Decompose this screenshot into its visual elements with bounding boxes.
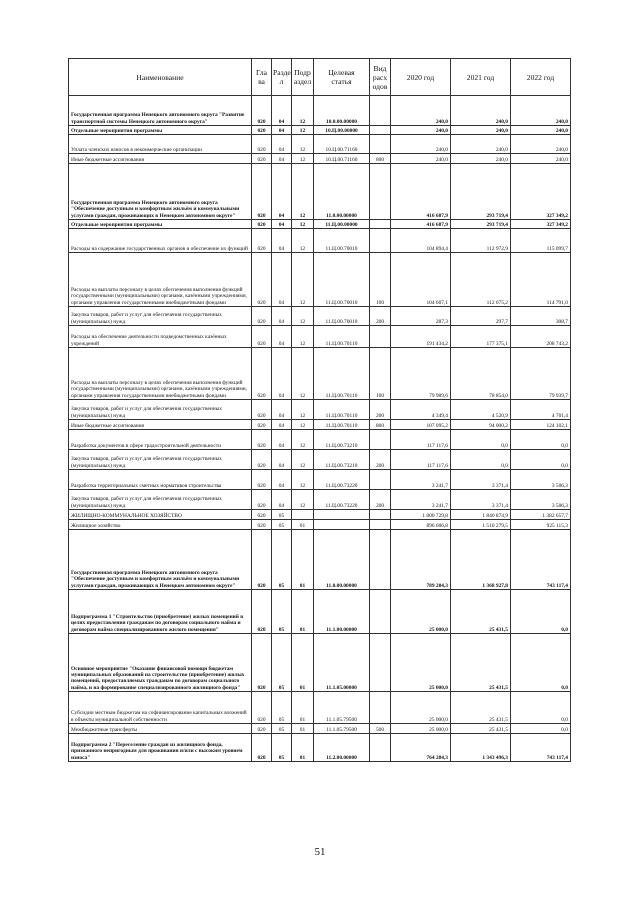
cell-2021: 78 854,0 bbox=[451, 348, 511, 400]
table-row bbox=[69, 490, 571, 510]
cell-subsection: 12 bbox=[292, 307, 314, 326]
cell-subsection: 12 bbox=[292, 326, 314, 348]
cell-2022: 0,0 bbox=[511, 590, 571, 634]
cell-2022: 743 117,4 bbox=[511, 734, 571, 762]
cell-chapter: 020 bbox=[252, 220, 272, 229]
cell-chapter: 020 bbox=[252, 490, 272, 510]
cell-2020: 25 000,0 bbox=[391, 590, 451, 634]
cell-target: 10.Ц.00.00000 bbox=[314, 126, 370, 135]
table-row bbox=[69, 734, 571, 762]
cell-2021: 112 972,9 bbox=[451, 229, 511, 253]
cell-chapter: 020 bbox=[252, 430, 272, 450]
cell-2021: 25 431,5 bbox=[451, 692, 511, 724]
col-header-2022 bbox=[511, 59, 571, 96]
table-row bbox=[69, 348, 571, 400]
cell-2020: 117 117,6 bbox=[391, 450, 451, 470]
cell-2022: 79 939,7 bbox=[511, 348, 571, 400]
cell-2020: 240,0 bbox=[391, 135, 451, 154]
cell-2020: 79 989,6 bbox=[391, 348, 451, 400]
cell-subsection: 12 bbox=[292, 154, 314, 164]
cell-subsection: 12 bbox=[292, 253, 314, 307]
cell-name: Отдельные мероприятия программы bbox=[69, 220, 252, 229]
cell-2022: 0,0 bbox=[511, 692, 571, 724]
cell-target: 11.Ц.00.00000 bbox=[314, 220, 370, 229]
budget-document bbox=[68, 58, 570, 762]
cell-2021: 3 371,4 bbox=[451, 470, 511, 490]
table-row bbox=[69, 430, 571, 450]
header-text: Вид bbox=[373, 63, 387, 73]
cell-chapter: 020 bbox=[252, 724, 272, 734]
cell-2020: 3 241,7 bbox=[391, 490, 451, 510]
cell-name: Расходы на выплаты персоналу в целях обеспечения выполнения функций государственными (муниципальными) органами, казёнными учреждениями, органами управления государственными внебюджетными фондами bbox=[69, 253, 252, 307]
cell-target: 10.0.00.00000 bbox=[314, 96, 370, 126]
cell-2020: 896 606,8 bbox=[391, 520, 451, 530]
cell-expense-type bbox=[370, 590, 391, 634]
cell-target: 10.Ц.00.71160 bbox=[314, 135, 370, 154]
cell-2022: 124 102,1 bbox=[511, 420, 571, 430]
cell-section: 04 bbox=[272, 135, 292, 154]
cell-target: 11.Ц.00.70010 bbox=[314, 229, 370, 253]
cell-expense-type: 100 bbox=[370, 348, 391, 400]
cell-target: 11.Ц.00.73220 bbox=[314, 490, 370, 510]
cell-target: 11.Ц.00.73220 bbox=[314, 470, 370, 490]
cell-target: 10.Ц.00.71160 bbox=[314, 154, 370, 164]
cell-2020: 416 687,9 bbox=[391, 164, 451, 220]
cell-section: 05 bbox=[272, 724, 292, 734]
table-row bbox=[69, 253, 571, 307]
cell-expense-type bbox=[370, 692, 391, 724]
cell-section: 05 bbox=[272, 530, 292, 590]
cell-target: 11.Ц.00.73210 bbox=[314, 430, 370, 450]
cell-chapter: 020 bbox=[252, 164, 272, 220]
cell-subsection: 01 bbox=[292, 634, 314, 692]
header-text: Наименование bbox=[136, 72, 184, 82]
cell-2020: 240,0 bbox=[391, 154, 451, 164]
cell-expense-type bbox=[370, 634, 391, 692]
cell-2022: 0,0 bbox=[511, 724, 571, 734]
table-row bbox=[69, 510, 571, 520]
cell-subsection: 12 bbox=[292, 96, 314, 126]
cell-2021: 0,0 bbox=[451, 430, 511, 450]
cell-chapter: 020 bbox=[252, 450, 272, 470]
cell-2022: 240,0 bbox=[511, 135, 571, 154]
cell-2022: 0,0 bbox=[511, 634, 571, 692]
table-row bbox=[69, 420, 571, 430]
table-body bbox=[69, 96, 571, 762]
cell-2022: 743 117,4 bbox=[511, 530, 571, 590]
cell-expense-type: 800 bbox=[370, 154, 391, 164]
header-text: расх bbox=[372, 72, 388, 82]
cell-expense-type bbox=[370, 96, 391, 126]
cell-chapter: 020 bbox=[252, 307, 272, 326]
cell-subsection: 12 bbox=[292, 400, 314, 420]
cell-2022: 4 701,4 bbox=[511, 400, 571, 420]
cell-expense-type bbox=[370, 734, 391, 762]
header-text: л bbox=[279, 77, 284, 86]
cell-chapter: 020 bbox=[252, 420, 272, 430]
cell-subsection: 12 bbox=[292, 348, 314, 400]
cell-subsection: 12 bbox=[292, 430, 314, 450]
table-row bbox=[69, 634, 571, 692]
cell-2020: 191 434,2 bbox=[391, 326, 451, 348]
cell-name: Расходы на содержание государственных органов и обеспечение их функций bbox=[69, 229, 252, 253]
cell-name: Расходы на обеспечение деятельности подведомственных казённых учреждений bbox=[69, 326, 252, 348]
cell-target: 11.0.00.00000 bbox=[314, 164, 370, 220]
cell-target: 11.0.00.00000 bbox=[314, 530, 370, 590]
cell-chapter: 020 bbox=[252, 510, 272, 520]
col-header-subsection bbox=[292, 59, 314, 96]
header-text: одов bbox=[372, 81, 388, 91]
cell-chapter: 020 bbox=[252, 520, 272, 530]
cell-target: 11.1.05.00000 bbox=[314, 634, 370, 692]
cell-name: Государственная программа Ненецкого автономного округа "Обеспечение доступным и комфортным жильём и коммунальными услугами граждан, проживающих в Ненецком автономном округе" bbox=[69, 530, 252, 590]
cell-subsection: 12 bbox=[292, 126, 314, 135]
cell-chapter: 020 bbox=[252, 126, 272, 135]
cell-expense-type bbox=[370, 164, 391, 220]
cell-chapter: 020 bbox=[252, 734, 272, 762]
cell-2020: 4 349,4 bbox=[391, 400, 451, 420]
cell-2021: 1 368 927,8 bbox=[451, 530, 511, 590]
cell-target: 11.1.00.00000 bbox=[314, 590, 370, 634]
cell-section: 05 bbox=[272, 634, 292, 692]
cell-chapter: 020 bbox=[252, 590, 272, 634]
cell-target: 11.Ц.00.70110 bbox=[314, 420, 370, 430]
cell-name: Жилищное хозяйство bbox=[69, 520, 252, 530]
cell-2021: 177 375,1 bbox=[451, 326, 511, 348]
cell-expense-type: 800 bbox=[370, 420, 391, 430]
cell-2021: 3 371,4 bbox=[451, 490, 511, 510]
cell-section: 04 bbox=[272, 450, 292, 470]
cell-expense-type bbox=[370, 430, 391, 450]
header-text: аздел bbox=[293, 77, 312, 86]
cell-expense-type: 200 bbox=[370, 307, 391, 326]
cell-subsection: 12 bbox=[292, 490, 314, 510]
cell-2021: 240,0 bbox=[451, 154, 511, 164]
cell-2021: 1 343 496,3 bbox=[451, 734, 511, 762]
cell-name: Уплата членских взносов в некоммерческие организации bbox=[69, 135, 252, 154]
cell-section: 04 bbox=[272, 348, 292, 400]
cell-section: 04 bbox=[272, 430, 292, 450]
cell-subsection: 12 bbox=[292, 229, 314, 253]
cell-chapter: 020 bbox=[252, 634, 272, 692]
cell-2021: 94 000,2 bbox=[451, 420, 511, 430]
table-row bbox=[69, 220, 571, 229]
cell-name: Субсидии местным бюджетам на софинансирование капитальных вложений в объекты муниципальной собственности bbox=[69, 692, 252, 724]
cell-target: 11.Ц.00.73210 bbox=[314, 450, 370, 470]
cell-expense-type bbox=[370, 520, 391, 530]
cell-2022: 240,0 bbox=[511, 126, 571, 135]
col-header-2021 bbox=[451, 59, 511, 96]
cell-2020: 240,0 bbox=[391, 126, 451, 135]
cell-target bbox=[314, 520, 370, 530]
cell-2022: 1 382 657,7 bbox=[511, 510, 571, 520]
cell-2022: 0,0 bbox=[511, 430, 571, 450]
cell-section: 04 bbox=[272, 490, 292, 510]
cell-section: 04 bbox=[272, 154, 292, 164]
header-text: Подр bbox=[294, 68, 311, 77]
cell-subsection bbox=[292, 510, 314, 520]
cell-2022: 3 506,3 bbox=[511, 490, 571, 510]
cell-2022: 327 349,2 bbox=[511, 220, 571, 229]
cell-subsection: 12 bbox=[292, 470, 314, 490]
cell-expense-type: 200 bbox=[370, 400, 391, 420]
table-row bbox=[69, 96, 571, 126]
cell-2021: 4 520,9 bbox=[451, 400, 511, 420]
cell-2022: 115 099,7 bbox=[511, 229, 571, 253]
cell-name: Подпрограмма 1 "Строительство (приобретение) жилых помещений в целях предоставления гражданам по договорам социального найма и договорам найма специализированного жилого помещения" bbox=[69, 590, 252, 634]
cell-subsection: 12 bbox=[292, 420, 314, 430]
cell-2022: 240,0 bbox=[511, 96, 571, 126]
cell-expense-type bbox=[370, 530, 391, 590]
cell-2021: 25 431,5 bbox=[451, 590, 511, 634]
cell-chapter: 020 bbox=[252, 470, 272, 490]
cell-2021: 25 431,5 bbox=[451, 634, 511, 692]
cell-2021: 0,0 bbox=[451, 450, 511, 470]
cell-2022: 327 349,2 bbox=[511, 164, 571, 220]
cell-2021: 240,0 bbox=[451, 96, 511, 126]
cell-section: 04 bbox=[272, 400, 292, 420]
cell-2020: 25 000,0 bbox=[391, 634, 451, 692]
cell-subsection: 12 bbox=[292, 220, 314, 229]
table-row bbox=[69, 590, 571, 634]
cell-section: 04 bbox=[272, 220, 292, 229]
cell-name: Иные бюджетные ассигнования bbox=[69, 154, 252, 164]
header-text: статья bbox=[331, 77, 352, 86]
table-row bbox=[69, 154, 571, 164]
cell-section: 05 bbox=[272, 692, 292, 724]
col-header-2020 bbox=[391, 59, 451, 96]
table-row bbox=[69, 520, 571, 530]
page-number: 51 bbox=[314, 846, 326, 858]
cell-name: Государственная программа Ненецкого автономного округа "Развитие транспортной системы Ненецкого автономного округа" bbox=[69, 96, 252, 126]
cell-name: Государственная программа Ненецкого автономного округа "Обеспечение доступным и комфортным жильём и коммунальными услугами граждан, проживающих в Ненецком автономном округе" bbox=[69, 164, 252, 220]
cell-subsection: 01 bbox=[292, 590, 314, 634]
table-row bbox=[69, 724, 571, 734]
table-row bbox=[69, 692, 571, 724]
cell-name: Разработка территориальных сметных нормативов строительства bbox=[69, 470, 252, 490]
cell-2020: 416 687,9 bbox=[391, 220, 451, 229]
cell-chapter: 020 bbox=[252, 253, 272, 307]
cell-expense-type bbox=[370, 126, 391, 135]
cell-2021: 1 840 874,9 bbox=[451, 510, 511, 520]
cell-2022: 308,7 bbox=[511, 307, 571, 326]
cell-2020: 104 894,4 bbox=[391, 229, 451, 253]
cell-2020: 287,3 bbox=[391, 307, 451, 326]
cell-subsection: 12 bbox=[292, 450, 314, 470]
cell-2020: 240,0 bbox=[391, 96, 451, 126]
header-text: Разде bbox=[273, 68, 291, 77]
cell-section: 04 bbox=[272, 126, 292, 135]
cell-name: ЖИЛИЩНО-КОММУНАЛЬНОЕ ХОЗЯЙСТВО bbox=[69, 510, 252, 520]
cell-expense-type: 500 bbox=[370, 724, 391, 734]
cell-name: Разработка документов в сфере градостроительной деятельности bbox=[69, 430, 252, 450]
cell-expense-type: 100 bbox=[370, 253, 391, 307]
header-text: 2022 год bbox=[526, 72, 555, 82]
table-header-row bbox=[69, 59, 571, 96]
cell-name: Основное мероприятие "Оказание финансовой помощи бюджетам муниципальных образований на строительство (приобретение) жилых помещений, предоставляемых гражданам по договорам социального найма, и на формирование специализированного жилищного фонда" bbox=[69, 634, 252, 692]
cell-chapter: 020 bbox=[252, 326, 272, 348]
cell-section: 05 bbox=[272, 510, 292, 520]
table-row bbox=[69, 307, 571, 326]
cell-2020: 3 241,7 bbox=[391, 470, 451, 490]
table-row bbox=[69, 126, 571, 135]
table-row bbox=[69, 450, 571, 470]
cell-2020: 764 284,3 bbox=[391, 734, 451, 762]
header-text: Целевая bbox=[328, 68, 355, 77]
cell-target: 11.Ц.00.70110 bbox=[314, 326, 370, 348]
cell-section: 04 bbox=[272, 420, 292, 430]
table-row bbox=[69, 530, 571, 590]
cell-2022: 240,0 bbox=[511, 154, 571, 164]
cell-section: 04 bbox=[272, 307, 292, 326]
cell-target bbox=[314, 510, 370, 520]
cell-chapter: 020 bbox=[252, 96, 272, 126]
cell-section: 04 bbox=[272, 326, 292, 348]
cell-2021: 293 719,4 bbox=[451, 220, 511, 229]
table-row bbox=[69, 164, 571, 220]
cell-chapter: 020 bbox=[252, 154, 272, 164]
cell-name: Расходы на выплаты персоналу в целях обеспечения выполнения функций государственными (муниципальными) органами, казёнными учреждениями, органами управления государственными внебюджетными фондами bbox=[69, 348, 252, 400]
cell-subsection: 01 bbox=[292, 520, 314, 530]
table-row bbox=[69, 229, 571, 253]
cell-expense-type: 200 bbox=[370, 490, 391, 510]
cell-2022: 208 743,2 bbox=[511, 326, 571, 348]
header-text: 2021 год bbox=[466, 72, 495, 82]
table-row bbox=[69, 470, 571, 490]
cell-target: 11.1.05.79500 bbox=[314, 724, 370, 734]
table-row bbox=[69, 326, 571, 348]
cell-name: Иные бюджетные ассигнования bbox=[69, 420, 252, 430]
cell-section: 05 bbox=[272, 520, 292, 530]
header-text: Гла bbox=[256, 68, 267, 77]
cell-name: Отдельные мероприятия программы bbox=[69, 126, 252, 135]
cell-section: 05 bbox=[272, 734, 292, 762]
cell-2020: 25 000,0 bbox=[391, 724, 451, 734]
cell-name: Закупка товаров, работ и услуг для обеспечения государственных (муниципальных) нужд bbox=[69, 490, 252, 510]
table-row bbox=[69, 135, 571, 154]
cell-2022: 3 506,3 bbox=[511, 470, 571, 490]
cell-expense-type bbox=[370, 135, 391, 154]
cell-subsection: 01 bbox=[292, 530, 314, 590]
cell-target: 11.2.00.00000 bbox=[314, 734, 370, 762]
col-header-target bbox=[314, 59, 370, 96]
table-row bbox=[69, 400, 571, 420]
cell-2020: 107 095,2 bbox=[391, 420, 451, 430]
cell-name: Закупка товаров, работ и услуг для обеспечения государственных (муниципальных) нужд bbox=[69, 400, 252, 420]
cell-subsection: 01 bbox=[292, 724, 314, 734]
cell-target: 11.Ц.00.70110 bbox=[314, 348, 370, 400]
cell-chapter: 020 bbox=[252, 530, 272, 590]
col-header-name bbox=[69, 59, 252, 96]
cell-chapter: 020 bbox=[252, 135, 272, 154]
budget-table bbox=[68, 58, 571, 762]
header-text: ва bbox=[258, 77, 265, 86]
cell-expense-type bbox=[370, 326, 391, 348]
cell-2021: 297,7 bbox=[451, 307, 511, 326]
col-header-chapter bbox=[252, 59, 272, 96]
cell-section: 04 bbox=[272, 470, 292, 490]
cell-2022: 925 115,3 bbox=[511, 520, 571, 530]
cell-name: Закупка товаров, работ и услуг для обеспечения государственных (муниципальных) нужд bbox=[69, 307, 252, 326]
cell-2020: 25 000,0 bbox=[391, 692, 451, 724]
cell-2020: 1 800 729,8 bbox=[391, 510, 451, 520]
cell-target: 11.Ц.00.70010 bbox=[314, 253, 370, 307]
cell-expense-type bbox=[370, 229, 391, 253]
cell-name: Закупка товаров, работ и услуг для обеспечения государственных (муниципальных) нужд bbox=[69, 450, 252, 470]
cell-expense-type: 200 bbox=[370, 450, 391, 470]
col-header-expense-type bbox=[370, 59, 391, 96]
cell-2021: 25 431,5 bbox=[451, 724, 511, 734]
cell-expense-type bbox=[370, 220, 391, 229]
cell-name: Межбюджетные трансферты bbox=[69, 724, 252, 734]
col-header-section bbox=[272, 59, 292, 96]
cell-section: 04 bbox=[272, 164, 292, 220]
cell-expense-type bbox=[370, 510, 391, 520]
cell-2020: 104 607,1 bbox=[391, 253, 451, 307]
cell-target: 11.1.05.79500 bbox=[314, 692, 370, 724]
header-text: 2020 год bbox=[406, 72, 435, 82]
cell-2021: 240,0 bbox=[451, 135, 511, 154]
cell-chapter: 020 bbox=[252, 692, 272, 724]
cell-section: 04 bbox=[272, 96, 292, 126]
cell-section: 04 bbox=[272, 229, 292, 253]
cell-2021: 293 719,4 bbox=[451, 164, 511, 220]
cell-chapter: 020 bbox=[252, 348, 272, 400]
cell-section: 05 bbox=[272, 590, 292, 634]
cell-name: Подпрограмма 2 "Переселение граждан из жилищного фонда, признанного непригодным для проживания и/или с высоким уровнем износа" bbox=[69, 734, 252, 762]
cell-subsection: 12 bbox=[292, 135, 314, 154]
cell-expense-type bbox=[370, 470, 391, 490]
cell-2020: 117 117,6 bbox=[391, 430, 451, 450]
cell-2021: 1 510 279,5 bbox=[451, 520, 511, 530]
cell-subsection: 12 bbox=[292, 164, 314, 220]
cell-2020: 789 284,3 bbox=[391, 530, 451, 590]
cell-chapter: 020 bbox=[252, 400, 272, 420]
cell-chapter: 020 bbox=[252, 229, 272, 253]
cell-target: 11.Ц.00.70110 bbox=[314, 400, 370, 420]
cell-target: 11.Ц.00.70010 bbox=[314, 307, 370, 326]
cell-2021: 112 675,2 bbox=[451, 253, 511, 307]
cell-subsection: 01 bbox=[292, 692, 314, 724]
cell-2022: 114 791,0 bbox=[511, 253, 571, 307]
cell-2022: 0,0 bbox=[511, 450, 571, 470]
cell-2021: 240,0 bbox=[451, 126, 511, 135]
cell-section: 04 bbox=[272, 253, 292, 307]
cell-subsection: 01 bbox=[292, 734, 314, 762]
